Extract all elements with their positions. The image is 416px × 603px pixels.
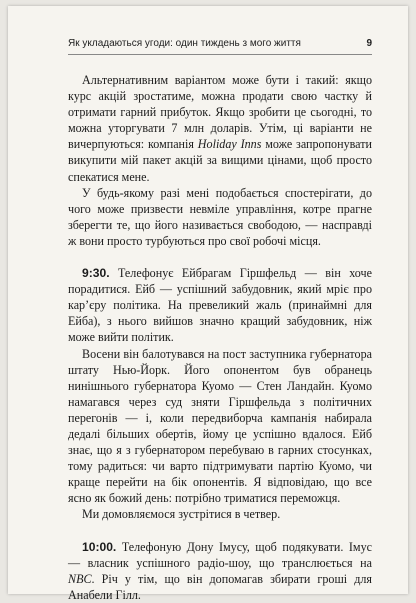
paragraph: Восени він балотувався на пост заступника губернатора штату Нью-Йорк. Його опонентом був обранець нинішнього губернатора Куомо — Стен Ландайн. Куомо намагався через суд зняти Гіршфельда з політичних перегонів — і, коли передвиборча кампанія набирала дедалі більших обертів, йому це успішно вдалося. Ейб знає, що я з губернатором перебуваю в гарних стосунках, тому радиться: чи варто підтримувати партію Куомо, чи краще перейти на бік опонентів. Я відповідаю, що все ясно як божий день: потрібно триматися переможця. bbox=[68, 346, 372, 506]
paragraph: У будь-якому разі мені подобається спостерігати, до чого може призвести невміле управління, котре прагне зберегти те, що його називається свободою, — насправді ж вони просто турбуються про свої робочі місця. bbox=[68, 185, 372, 248]
page-number: 9 bbox=[366, 38, 372, 49]
running-header bbox=[68, 38, 372, 55]
paragraph: Альтернативним варіантом може бути і такий: якщо курс акцій зростатиме, можна продати свою частку й отримати гарний прибуток. Якщо зробити це сьогодні, то можна уторгувати 7 млн доларів. Утім, ці варіанти не вичерпуються: компанія Holiday Inns може запропонувати викупити мій пакет акцій за вищими цінами, щоб просто спекатися мене. bbox=[68, 73, 372, 184]
entry-time: 10:00. bbox=[82, 539, 117, 554]
paragraph: Ми домовляємося зустрітися в четвер. bbox=[82, 507, 281, 522]
network-name: NBC bbox=[68, 571, 92, 586]
diary-entry: 10:00. Телефоную Дону Імусу, щоб подякувати. Імус — власник успішного радіо-шоу, що транслюється на NBC. Річ у тім, що він допомагав збирати гроші для Анабели Гілл. bbox=[68, 539, 372, 602]
chapter-title: Як укладаються угоди: один тиждень з мого життя bbox=[68, 38, 301, 49]
company-name: Holiday Inns bbox=[197, 137, 262, 152]
entry-time: 9:30. bbox=[82, 266, 110, 281]
page-body bbox=[68, 72, 372, 603]
diary-entry: 9:30. Телефонує Ейбрагам Гіршфельд — він хоче порадитися. Ейб — успішний забудовник, який мріє про кар’єру політика. На превеликий жаль (принаймні для Ейба), з нього вийшов значно кращий забудовник, ніж може вийти політик. bbox=[68, 266, 372, 345]
book-page bbox=[8, 6, 408, 602]
